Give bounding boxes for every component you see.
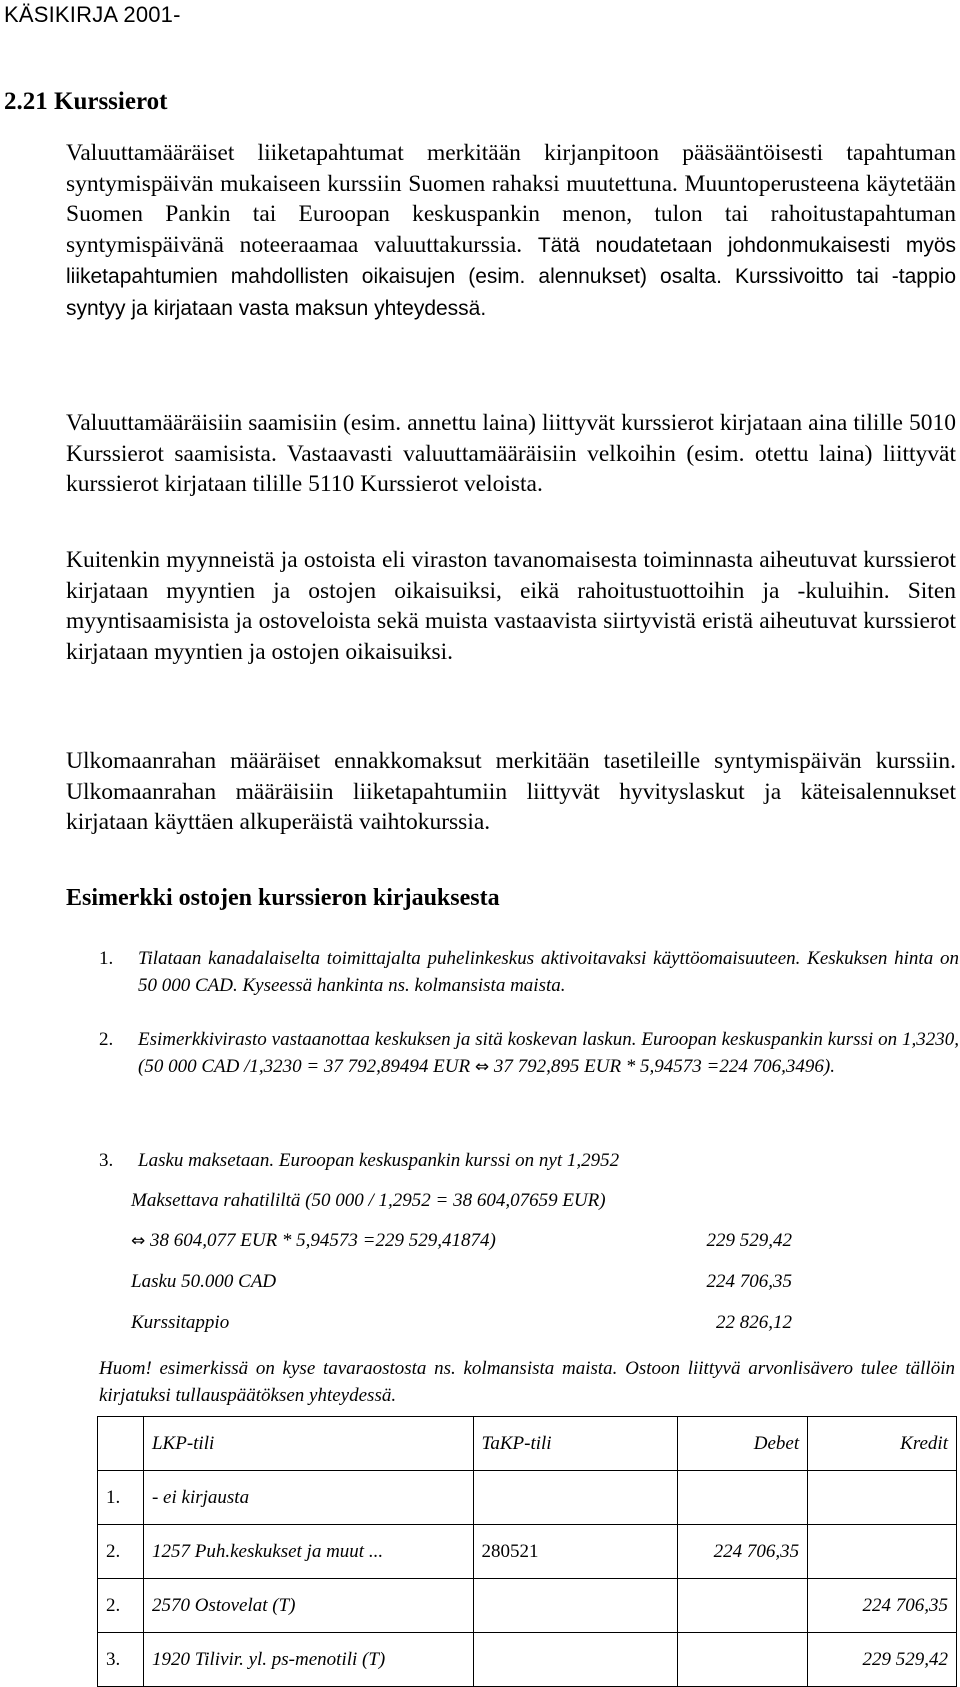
- double-arrow-icon: ⇔: [131, 1231, 146, 1251]
- running-header: KÄSIKIRJA 2001-: [4, 2, 181, 27]
- table-header-cell: LKP-tili: [143, 1417, 473, 1471]
- calc-invoice-label: Lasku 50.000 CAD: [131, 1271, 277, 1292]
- step-text-part: Esimerkkivirasto vastaanottaa keskuksen ja sitä koskevan laskun. Euroopan keskuspankin kurssi on 1,3230, (50 000 CAD /1,3230 = 37 792,89494 EUR: [138, 1029, 959, 1077]
- table-header-cell: Kredit: [808, 1417, 957, 1471]
- calc-line-payment: Maksettava rahatililtä (50 000 / 1,2952 = 38 604,07659 EUR): [131, 1190, 606, 1211]
- table-header-cell: Debet: [678, 1417, 808, 1471]
- calc-line-conversion: [131, 1230, 496, 1252]
- paragraph-text-sans: Tätä noudatetaan johdonmukaisesti myös liiketapahtumien mahdollisten oikaisujen (esim. alennukset) osalta. Kurssivoitto tai -tappio syntyy ja kirjataan vasta maksun yhteydessä.: [66, 233, 956, 320]
- step-number: 1.: [99, 948, 114, 969]
- table-cell: 1257 Puh.keskukset ja muut ...: [143, 1525, 473, 1579]
- paragraph-exchange-rate-basis: [66, 138, 956, 324]
- table-cell: 3.: [98, 1633, 144, 1687]
- paragraph-advance-payments: Ulkomaanrahan määräiset ennakkomaksut merkitään tasetileille syntymispäivän kurssiin. Ulkomaanrahan määräisiin liiketapahtumiin liittyvät hyvityslaskut ja käteisalennukset kirjataan käyttäen alkuperäistä vaihtokurssia.: [66, 748, 956, 835]
- table-row: [98, 1471, 957, 1525]
- step-text: Tilataan kanadalaiselta toimittajalta puhelinkeskus aktivoitavaksi käyttöomaisuuteen. Keskuksen hinta on 50 000 CAD. Kyseessä hankinta ns. kolmansista maista.: [138, 948, 959, 996]
- table-cell: [473, 1579, 678, 1633]
- table-cell: [473, 1633, 678, 1687]
- example-note: Huom! esimerkissä on kyse tavaraostosta ns. kolmansista maista. Ostoon liittyvä arvonlisävero tulee tällöin kirjatuksi tullauspäätöksen yhteydessä.: [99, 1358, 955, 1406]
- table-cell: - ei kirjausta: [143, 1471, 473, 1525]
- paragraph-text: Valuuttamääräiset liiketapahtumat merkitään kirjanpitoon pääsääntöisesti tapahtuman syntymispäivän mukaiseen kurssiin Suomen rahaksi muutettuna. Muuntoperusteena käytetään Suomen Pankin tai Euroopan keskuspankin menon, tulon tai rahoitustapahtuman syntymispäivänä noteeraamaa valuuttakurssia.: [66, 140, 956, 258]
- table-cell: 2.: [98, 1525, 144, 1579]
- table-cell: [678, 1633, 808, 1687]
- table-cell: 2570 Ostovelat (T): [143, 1579, 473, 1633]
- calc-loss-label: Kurssitappio: [131, 1312, 230, 1333]
- table-header-row: [98, 1417, 957, 1471]
- step-number: 3.: [99, 1150, 114, 1171]
- paragraph-receivables-liabilities: Valuuttamääräisiin saamisiin (esim. annettu laina) liittyvät kurssierot kirjataan aina tilille 5010 Kurssierot saamisista. Vastaavasti valuuttamääräisiin velkoihin (esim. otettu laina) liittyvät kurssierot kirjataan tilille 5110 Kurssierot veloista.: [66, 410, 956, 497]
- table-cell: 2.: [98, 1579, 144, 1633]
- table-cell: [678, 1579, 808, 1633]
- table-header-cell: [98, 1417, 144, 1471]
- calc-invoice-amount: 224 706,35: [706, 1271, 792, 1292]
- bookkeeping-table: [97, 1416, 957, 1687]
- step-text-part: 37 792,895 EUR * 5,94573 =224 706,3496).: [493, 1056, 835, 1077]
- section-title: 2.21 Kurssierot: [4, 88, 168, 115]
- table-row: [98, 1579, 957, 1633]
- table-cell: [808, 1471, 957, 1525]
- example-step-3: [99, 1147, 959, 1174]
- step-text: Lasku maksetaan. Euroopan keskuspankin kurssi on nyt 1,2952: [138, 1150, 620, 1171]
- table-cell: 224 706,35: [808, 1579, 957, 1633]
- double-arrow-icon: ⇔: [474, 1057, 490, 1077]
- table-cell: 224 706,35: [678, 1525, 808, 1579]
- table-row: [98, 1525, 957, 1579]
- calc-line-text: 38 604,077 EUR * 5,94573 =229 529,41874): [150, 1230, 496, 1251]
- table-cell: [473, 1471, 678, 1525]
- example-step-2: [99, 1026, 959, 1081]
- table-cell: 229 529,42: [808, 1633, 957, 1687]
- table-cell: 280521: [473, 1525, 678, 1579]
- table-cell: 1920 Tilivir. yl. ps-menotili (T): [143, 1633, 473, 1687]
- step-text: [138, 1026, 959, 1081]
- calc-amount-payment: 229 529,42: [706, 1230, 792, 1251]
- step-number: 2.: [99, 1029, 114, 1050]
- table-cell: 1.: [98, 1471, 144, 1525]
- table-row: [98, 1633, 957, 1687]
- example-heading: Esimerkki ostojen kurssieron kirjauksesta: [66, 885, 500, 911]
- table-cell: [808, 1525, 957, 1579]
- example-step-1: [99, 945, 959, 999]
- table-cell: [678, 1471, 808, 1525]
- calc-loss-amount: 22 826,12: [716, 1312, 792, 1333]
- table-header-cell: TaKP-tili: [473, 1417, 678, 1471]
- paragraph-sales-purchases: Kuitenkin myynneistä ja ostoista eli viraston tavanomaisesta toiminnasta aiheutuvat kurssierot kirjataan myyntien ja ostojen oikaisuiksi, eikä rahoitustuottoihin ja -kuluihin. Siten myyntisaamisista ja ostoveloista sekä muista vastaavista siirtyvistä eristä aiheutuvat kurssierot kirjataan myyntien ja ostojen oikaisuiksi.: [66, 547, 956, 665]
